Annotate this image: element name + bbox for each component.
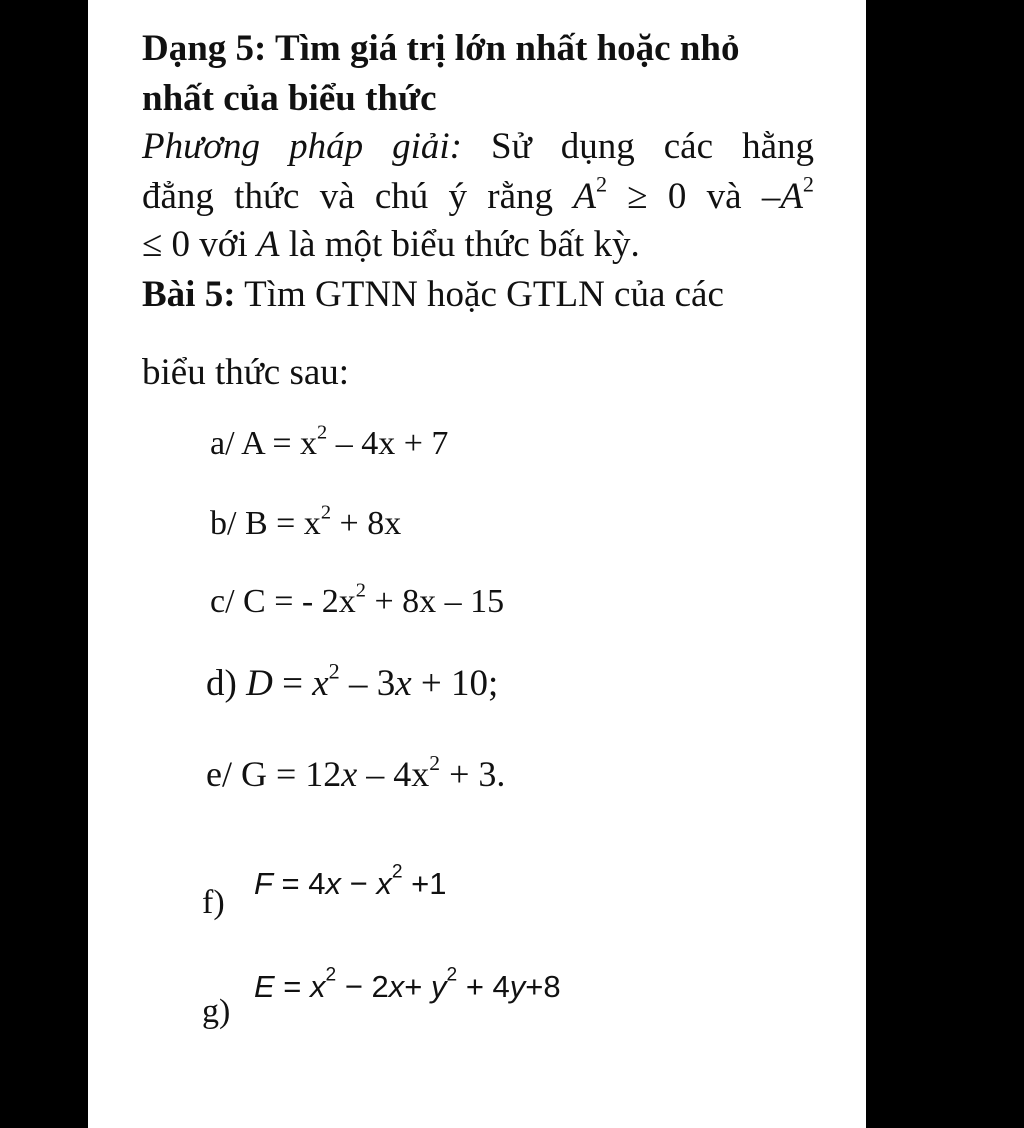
item-a (210, 421, 449, 463)
item-mid: – 4x (357, 754, 430, 794)
item-rest: + 8x – 15 (365, 583, 505, 620)
section-heading-line-2: nhất của biểu thức (142, 78, 437, 119)
exponent: 2 (325, 964, 337, 986)
item-label: d) (206, 663, 237, 704)
var-x: x (312, 663, 329, 704)
item-rest: + 10; (411, 663, 499, 704)
item-eq: = (274, 969, 311, 1004)
exercise-line-1 (142, 270, 724, 320)
method-line-1 (142, 122, 814, 172)
method-line-1-rest: Sử dụng các hằng (491, 126, 814, 167)
item-c (210, 579, 505, 621)
item-b (210, 501, 402, 543)
item-lhs: A = x (241, 425, 318, 462)
var-x: x (395, 663, 412, 704)
document-page (88, 0, 866, 1128)
var-x: x (376, 866, 392, 901)
item-f-expression (254, 861, 447, 902)
exercise-line-1-rest: Tìm GTNN hoặc GTLN của các (244, 274, 724, 315)
item-rest: + 4 (457, 969, 510, 1004)
method-line-3-text: ≤ 0 với (142, 224, 248, 265)
section-heading-line-1: Dạng 5: Tìm giá trị lớn nhất hoặc nhỏ (142, 28, 740, 69)
var-y: y (431, 969, 447, 1004)
item-label: c/ (210, 583, 235, 620)
var-x: x (310, 969, 326, 1004)
exponent: 2 (429, 750, 441, 775)
exponent: 2 (320, 501, 332, 524)
item-rest: + 8x (331, 505, 402, 542)
exercise-label: Bài 5: (142, 274, 236, 315)
item-rest: +8 (525, 969, 561, 1004)
method-line-3 (142, 220, 640, 270)
item-e (206, 750, 506, 795)
item-var: F (254, 866, 273, 901)
item-label: b/ (210, 505, 237, 542)
exponent: 2 (391, 861, 403, 883)
var-x: x (341, 754, 358, 794)
item-g-label: g) (202, 993, 231, 1030)
exponent: 2 (446, 964, 458, 986)
item-lhs: B = x (244, 505, 321, 542)
var-neg-a: –A (761, 176, 803, 217)
exponent: 2 (802, 171, 815, 197)
exercise-line-2: biểu thức sau: (142, 352, 350, 393)
exponent: 2 (595, 171, 608, 197)
exponent: 2 (355, 579, 366, 602)
item-d (206, 658, 499, 705)
method-line-3-text-b: là một biểu thức bất kỳ. (288, 224, 640, 265)
item-lhs: G = 12 (240, 754, 342, 794)
item-rest: − 2 (336, 969, 389, 1004)
item-rest: – 4x + 7 (327, 425, 449, 462)
method-line-2 (142, 172, 814, 222)
item-f-label: f) (202, 884, 225, 921)
item-rest: + 3. (440, 754, 506, 794)
var-x: x (388, 969, 405, 1004)
item-minus: − (341, 866, 377, 901)
var-a: A (256, 224, 280, 265)
var-x: x (325, 866, 342, 901)
item-var: E (254, 969, 275, 1004)
item-eq: = (272, 663, 313, 704)
item-rest: – 3 (339, 663, 396, 704)
method-label: Phương pháp giải: (142, 126, 462, 167)
expr-neg-a-squared (761, 171, 815, 217)
item-lhs: C = - 2x (243, 583, 356, 620)
item-rest: +1 (402, 866, 447, 901)
exponent: 2 (328, 658, 340, 684)
method-line-2-text: đẳng thức và chú ý rằng (142, 176, 554, 217)
item-label: e/ (206, 754, 232, 794)
item-g-expression (254, 964, 561, 1005)
item-rest: + (404, 969, 432, 1004)
item-var: D (246, 663, 273, 704)
item-eq: = 4 (272, 866, 326, 901)
expr-a-squared (573, 171, 608, 217)
exponent: 2 (317, 421, 328, 444)
var-a: A (573, 176, 596, 217)
var-y: y (509, 969, 526, 1004)
item-label: a/ (210, 425, 235, 462)
method-line-2-text-b: ≥ 0 và (627, 176, 742, 217)
